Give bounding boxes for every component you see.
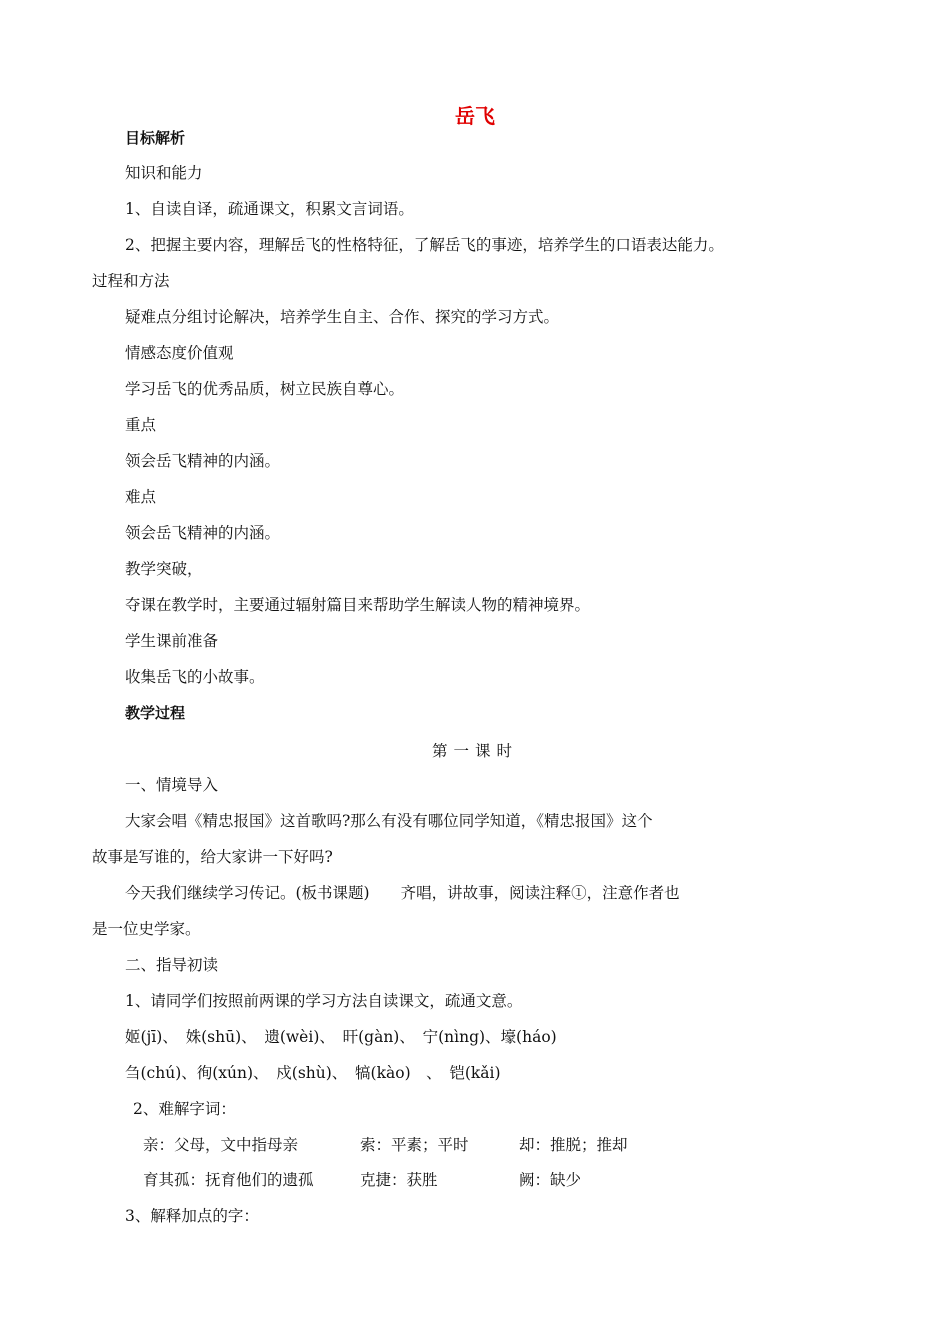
difficulty-heading: 难点	[125, 488, 157, 506]
prep-heading: 学生课前准备	[125, 632, 219, 650]
section-1-para-2b: 是一位史学家。	[92, 920, 201, 938]
emotion-text: 学习岳飞的优秀品质，树立民族自尊心。	[125, 380, 405, 398]
section-1-para-1b: 故事是写谁的，给大家讲一下好吗?	[92, 848, 333, 866]
section-1-para-2a: 今天我们继续学习传记。(板书课题) 齐唱，讲故事，阅读注释①，注意作者也	[125, 884, 680, 902]
goals-heading: 目标解析	[125, 129, 186, 147]
breakthrough-heading: 教学突破，	[125, 560, 203, 578]
pinyin-line-1: 姬(jī)、 姝(shū)、 遗(wèi)、 旰(gàn)、 宁(nìng)、壕(háo)	[125, 1028, 557, 1046]
process-text: 疑难点分组讨论解决，培养学生自主、合作、探究的学习方式。	[125, 308, 560, 326]
section-2-item-1: 1、请同学们按照前两课的学习方法自读课文，疏通文意。	[125, 992, 523, 1010]
process-heading: 过程和方法	[92, 272, 170, 290]
vocab-entry: 索：平素；平时	[360, 1136, 469, 1154]
section-2-item-3: 3、解释加点的字：	[125, 1207, 259, 1225]
vocab-entry: 克捷：获胜	[360, 1171, 438, 1189]
vocab-entry: 亲：父母，文中指母亲	[143, 1136, 299, 1154]
vocab-entry: 阙：缺少	[519, 1171, 582, 1189]
knowledge-item-1: 1、自读自译，疏通课文，积累文言词语。	[125, 200, 414, 218]
section-2-item-2: 2、难解字词：	[133, 1100, 236, 1118]
section-1-para-1a: 大家会唱《精忠报国》这首歌吗?那么有没有哪位同学知道，《精忠报国》这个	[125, 812, 653, 830]
key-point-text: 领会岳飞精神的内涵。	[125, 452, 281, 470]
difficulty-text: 领会岳飞精神的内涵。	[125, 524, 281, 542]
knowledge-item-2: 2、把握主要内容，理解岳飞的性格特征，了解岳飞的事迹，培养学生的口语表达能力。	[125, 236, 724, 254]
knowledge-heading: 知识和能力	[125, 164, 203, 182]
section-2-heading: 二、指导初读	[125, 956, 219, 974]
breakthrough-text: 夺课在教学时，主要通过辐射篇目来帮助学生解读人物的精神境界。	[125, 596, 591, 614]
lesson-heading: 第一课时	[431, 742, 518, 760]
pinyin-line-2: 刍(chú)、徇(xún)、 戍(shù)、 犒(kào) 、 铠(kǎi)	[125, 1064, 501, 1082]
emotion-heading: 情感态度价值观	[125, 344, 234, 362]
teaching-process-heading: 教学过程	[125, 704, 186, 722]
key-point-heading: 重点	[125, 416, 157, 434]
vocab-entry: 却：推脱；推却	[519, 1136, 628, 1154]
vocab-entry: 育其孤：抚育他们的遗孤	[143, 1171, 314, 1189]
section-1-heading: 一、情境导入	[125, 776, 219, 794]
document-title: 岳飞	[455, 104, 495, 128]
prep-text: 收集岳飞的小故事。	[125, 668, 265, 686]
